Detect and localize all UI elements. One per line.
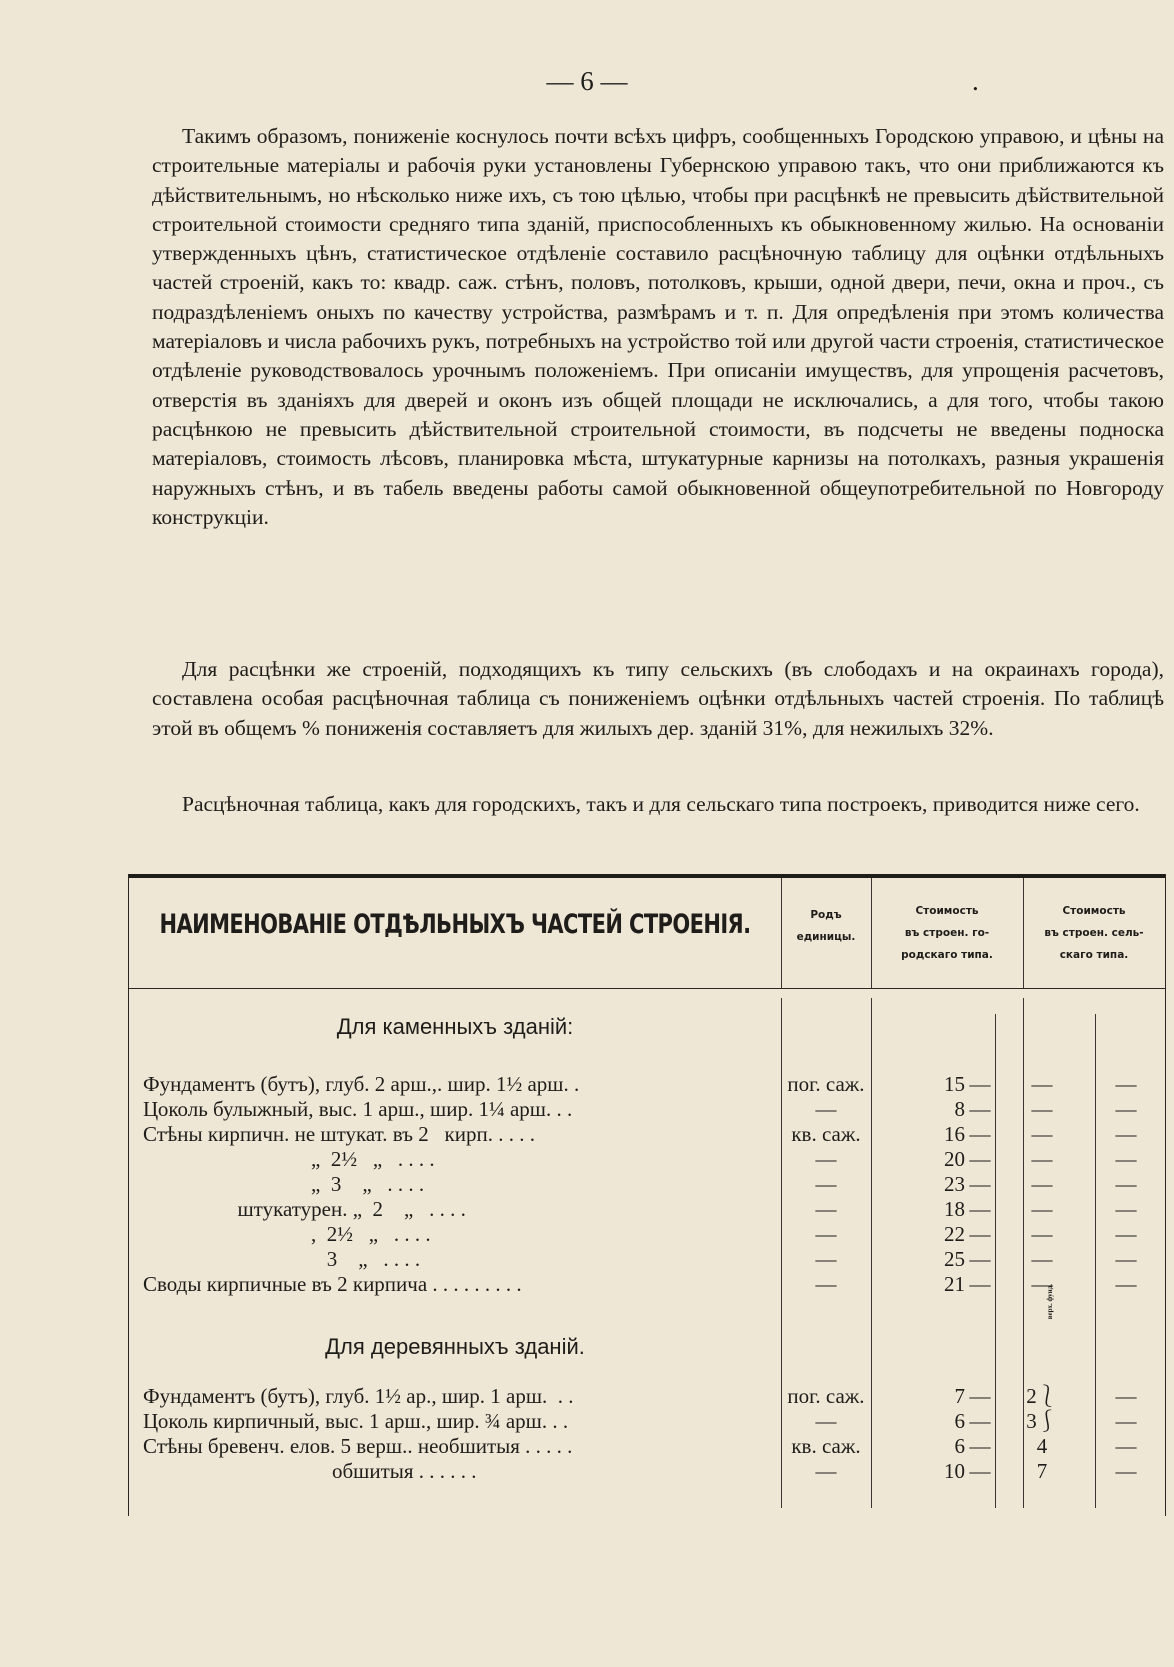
valuation-table: [128, 874, 1166, 1516]
row-city-value: 10: [944, 1459, 965, 1483]
row-city-extra: —: [969, 1122, 991, 1146]
row-city-extra: —: [969, 1384, 991, 1408]
table-header-rule: [129, 988, 1165, 989]
table-row: [129, 1172, 1165, 1197]
row-city-value: 16: [944, 1122, 965, 1146]
paragraph-3: Расцѣночная таблица, какъ для городскихъ, такъ и для сельскаго типа построекъ, приводится ниже сего.: [182, 792, 1140, 816]
row-rural-value: 4: [1036, 1434, 1048, 1458]
row-unit: —: [815, 1147, 837, 1171]
row-rural-extra: —: [1115, 1247, 1137, 1271]
table-row: [129, 1147, 1165, 1172]
header-rural-line3: скаго типа.: [1059, 949, 1129, 961]
table-row: [129, 1197, 1165, 1222]
row-unit: кв. саж.: [791, 1434, 861, 1458]
row-rural-value: 2⎱: [1026, 1384, 1058, 1408]
row-rural-extra: —: [1115, 1222, 1137, 1246]
row-city-value: 20: [944, 1147, 965, 1171]
table-header-name: НАИМЕНОВАНІЕ ОТДѢЛЬНЫХЪ ЧАСТЕЙ СТРОЕНІЯ.: [159, 909, 751, 939]
row-name: Стѣны бревенч. елов. 5 верш.. необшитыя . . . . .: [143, 1434, 573, 1458]
row-city-value: 18: [944, 1197, 965, 1221]
row-rural-extra: —: [1115, 1197, 1137, 1221]
row-unit: пог. саж.: [787, 1072, 865, 1096]
row-rural-value: —: [1031, 1272, 1053, 1296]
row-unit: —: [815, 1409, 837, 1433]
paragraph-1: Такимъ образомъ, пониженіе коснулось почти всѣхъ цифръ, сообщенныхъ Городскою управою, и цѣны на строительные матеріалы и рабочія руки установлены Губернскою управою такъ, что они приближаются къ дѣйствительнымъ, но нѣсколько ниже ихъ, съ тою цѣлью, чтобы при расцѣнкѣ не превысить дѣйствительной строительной стоимости средняго типа зданій, приспособленныхъ къ обыкновенному жилью. На основаніи утвержденныхъ цѣнъ, статистическое отдѣленіе составило расцѣночную таблицу для оцѣнки отдѣльныхъ частей строеній, какъ то: квадр. саж. стѣнъ, половъ, потолковъ, крыши, одной двери, печи, окна и проч., съ подраздѣленіемъ оныхъ по качеству устройства, размѣрамъ и т. п. Для опредѣленія при этомъ количества матеріаловъ и числа рабочихъ рукъ, потребныхъ на устройство той или другой части строенія, статистическое отдѣленіе руководствовалось урочнымъ положеніемъ. При описаніи имуществъ, для упрощенія расчетовъ, отверстія въ зданіяхъ для дверей и оконъ изъ общей площади не исключались, а для того, чтобы такою расцѣнкою не превысить дѣйствительной строительной стоимости, въ подсчеты не введены подноска матеріаловъ, стоимость лѣсовъ, планировка мѣста, штукатурные карнизы на потолкахъ, разныя украшенія наружныхъ стѣнъ, и въ табель введены работы самой обыкновенной общеупотребительной по Новгороду конструкціи.: [152, 124, 1164, 529]
table-row: [129, 1409, 1165, 1434]
row-rural-value: 7: [1036, 1459, 1048, 1483]
row-unit: —: [815, 1459, 837, 1483]
row-city-value: 25: [944, 1247, 965, 1271]
row-name: Фундаментъ (бутъ), глуб. 1½ ар., шир. 1 арш. . .: [143, 1384, 574, 1408]
row-city-value: 22: [944, 1222, 965, 1246]
section-stone-title: Для каменныхъ зданій:: [336, 1014, 574, 1039]
row-unit: —: [815, 1222, 837, 1246]
row-city-extra: —: [969, 1409, 991, 1433]
row-unit: —: [815, 1272, 837, 1296]
row-city-extra: —: [969, 1459, 991, 1483]
table-row: [129, 1222, 1165, 1247]
table-row: [129, 1097, 1165, 1122]
row-rural-extra: —: [1115, 1072, 1137, 1096]
page-number: [0, 66, 1174, 97]
page-number-text: — 6 —: [546, 66, 628, 96]
row-city-value: 8: [954, 1097, 965, 1121]
table-row: [129, 1272, 1165, 1297]
row-name: „ 3 „ . . . .: [143, 1172, 425, 1196]
row-rural-extra: —: [1115, 1172, 1137, 1196]
row-rural-value: —: [1031, 1147, 1053, 1171]
row-rural-extra: —: [1115, 1272, 1137, 1296]
row-rural-value: —: [1031, 1247, 1053, 1271]
row-rural-extra: —: [1115, 1122, 1137, 1146]
row-city-extra: —: [969, 1247, 991, 1271]
row-unit: кв. саж.: [791, 1122, 861, 1146]
table-header-rural: [1023, 900, 1165, 966]
row-city-value: 15: [944, 1072, 965, 1096]
row-unit: —: [815, 1247, 837, 1271]
row-rural-extra: —: [1115, 1097, 1137, 1121]
row-unit: —: [815, 1172, 837, 1196]
row-city-value: 7: [954, 1384, 965, 1408]
row-name: Своды кирпичные въ 2 кирпича . . . . . . . . .: [143, 1272, 522, 1296]
paragraph-2: Для расцѣнки же строеній, подходящихъ къ типу сельскихъ (въ слободахъ и на окраинахъ города), составлена особая расцѣночная таблица съ пониженіемъ оцѣнки отдѣльныхъ частей строенія. По таблицѣ этой въ общемъ % пониженія составляетъ для жилыхъ дер. зданій 31%, для нежилыхъ 32%.: [152, 657, 1164, 740]
header-rural-line2: въ строен. сель-: [1044, 927, 1144, 939]
row-city-extra: —: [969, 1222, 991, 1246]
row-name: , 2½ „ . . . .: [143, 1222, 431, 1246]
row-rural-extra: —: [1115, 1459, 1137, 1483]
header-unit-line1: Родъ: [810, 909, 842, 921]
table-top-rule: [129, 874, 1165, 878]
table-row: [129, 1459, 1165, 1484]
table-header-city: [871, 900, 1023, 966]
table-row: [129, 1122, 1165, 1147]
row-name: „ 2½ „ . . . .: [143, 1147, 435, 1171]
row-city-extra: —: [969, 1172, 991, 1196]
header-city-line3: родскаго типа.: [901, 949, 993, 961]
page-mark: .: [972, 66, 979, 96]
row-name: Стѣны кирпичн. не штукат. въ 2 кирп. . . . .: [143, 1122, 535, 1146]
row-city-extra: —: [969, 1072, 991, 1096]
table-row: [129, 1247, 1165, 1272]
table-row: [129, 1434, 1165, 1459]
row-name: Цоколь кирпичный, выс. 1 арш., шир. ¾ арш. . .: [143, 1409, 569, 1433]
table-row: [129, 1384, 1165, 1409]
row-rural-extra: —: [1115, 1409, 1137, 1433]
row-rural-value: —: [1031, 1172, 1053, 1196]
row-city-value: 6: [954, 1409, 965, 1433]
side-note: верх. фунд.: [1046, 1284, 1054, 1320]
table-header-unit: [781, 904, 871, 948]
table-row: [129, 1072, 1165, 1097]
row-rural-extra: —: [1115, 1384, 1137, 1408]
row-city-extra: —: [969, 1147, 991, 1171]
row-rural-extra: —: [1115, 1434, 1137, 1458]
header-city-line1: Стоимость: [915, 905, 979, 917]
row-city-value: 21: [944, 1272, 965, 1296]
row-rural-value: —: [1031, 1122, 1053, 1146]
row-name: Цоколь булыжный, выс. 1 арш., шир. 1¼ арш. . .: [143, 1097, 573, 1121]
row-city-value: 6: [954, 1434, 965, 1458]
row-unit: —: [815, 1197, 837, 1221]
row-rural-value: 3⎰: [1026, 1409, 1058, 1433]
row-name: Фундаментъ (бутъ), глуб. 2 арш.,. шир. 1½ арш. .: [143, 1072, 580, 1096]
row-unit: пог. саж.: [787, 1384, 865, 1408]
row-unit: —: [815, 1097, 837, 1121]
row-rural-value: —: [1031, 1097, 1053, 1121]
row-city-value: 23: [944, 1172, 965, 1196]
row-rural-value: —: [1031, 1197, 1053, 1221]
row-city-extra: —: [969, 1434, 991, 1458]
row-rural-value: —: [1031, 1222, 1053, 1246]
header-unit-line2: единицы.: [796, 931, 856, 943]
row-name: 3 „ . . . .: [143, 1247, 421, 1271]
section-wood-title: Для деревянныхъ зданій.: [325, 1334, 585, 1359]
row-city-extra: —: [969, 1197, 991, 1221]
row-name: штукатурен. „ 2 „ . . . .: [143, 1197, 466, 1221]
row-city-extra: —: [969, 1272, 991, 1296]
row-rural-value: —: [1031, 1072, 1053, 1096]
row-city-extra: —: [969, 1097, 991, 1121]
row-name: обшитыя . . . . . .: [143, 1459, 477, 1483]
header-rural-line1: Стоимость: [1062, 905, 1126, 917]
header-city-line2: въ строен. го-: [904, 927, 990, 939]
row-rural-extra: —: [1115, 1147, 1137, 1171]
